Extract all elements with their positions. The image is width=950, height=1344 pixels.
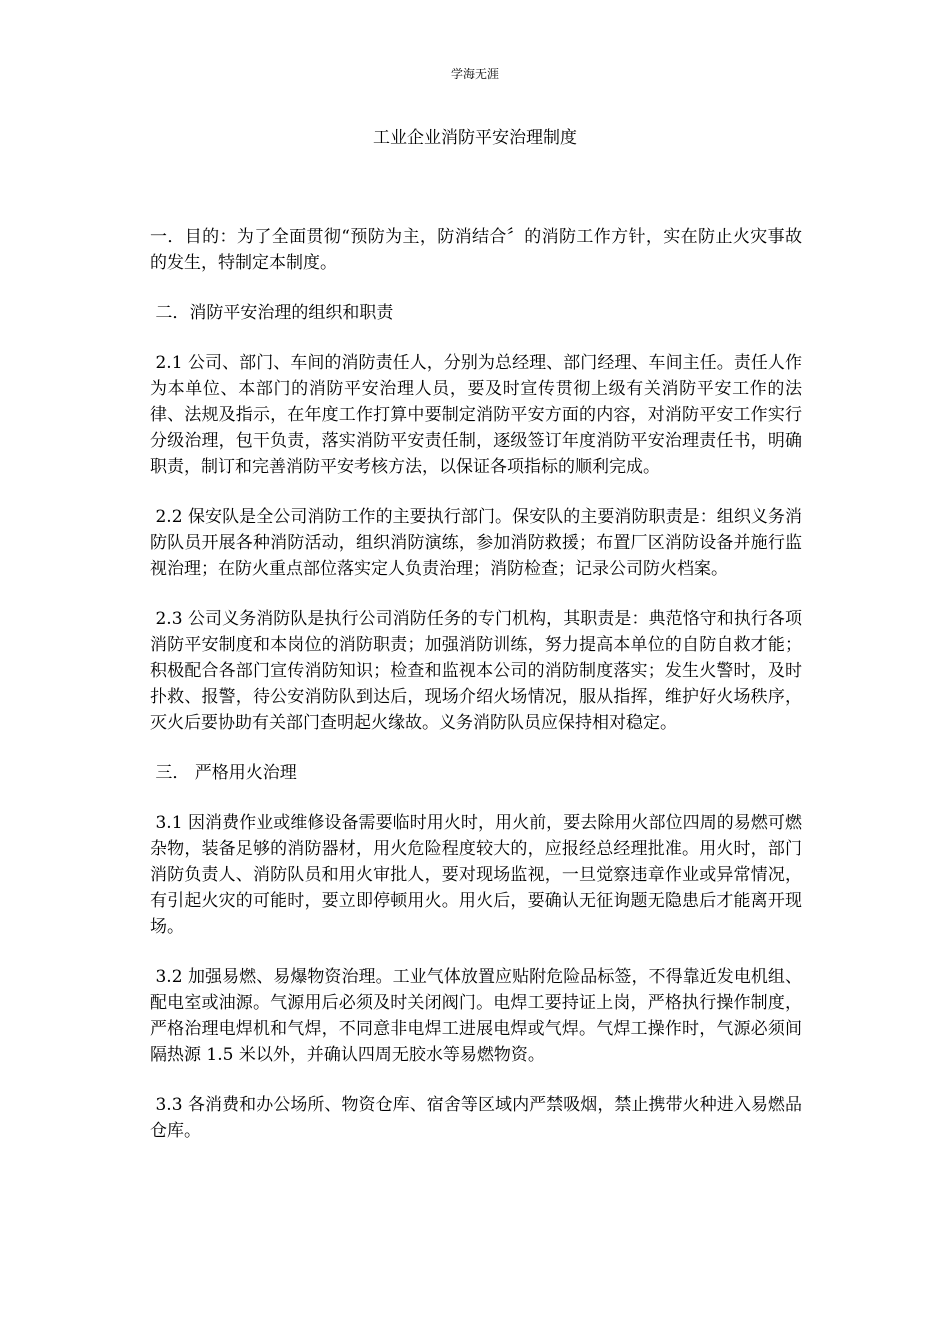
section-heading-2: 二．消防平安治理的组织和职责 bbox=[150, 303, 394, 323]
paragraph-2-2: 2.2 保安队是全公司消防工作的主要执行部门。保安队的主要消防职责是：组织义务消防队员开展各种消防活动，组织消防演练，参加消防救援；布置厂区消防设备并施行监视治理；在防火重点部位落实定人负责治理；消防检查；记录公司防火档案。 bbox=[150, 507, 802, 579]
paragraph-2-3: 2.3 公司义务消防队是执行公司消防任务的专门机构，其职责是：典范恪守和执行各项消防平安制度和本岗位的消防职责；加强消防训练，努力提高本单位的自防自救才能；积极配合各部门宣传消防知识；检查和监视本公司的消防制度落实；发生火警时，及时扑救、报警，待公安消防队到达后，现场介绍火场情况，服从指挥，维护好火场秩序，灭火后要协助有关部门查明起火缘故。义务消防队员应保持相对稳定。 bbox=[150, 609, 802, 733]
document-title: 工业企业消防平安治理制度 bbox=[373, 128, 577, 148]
paragraph-3-3: 3.3 各消费和办公场所、物资仓库、宿舍等区域内严禁吸烟，禁止携带火种进入易燃品仓库。 bbox=[150, 1095, 802, 1141]
paragraph-2-1: 2.1 公司、部门、车间的消防责任人，分别为总经理、部门经理、车间主任。责任人作为本单位、本部门的消防平安治理人员，要及时宣传贯彻上级有关消防平安工作的法律、法规及指示，在年度工作打算中要制定消防平安方面的内容，对消防平安工作实行分级治理，包干负责，落实消防平安责任制，逐级签订年度消防平安治理责任书，明确职责，制订和完善消防平安考核方法，以保证各项指标的顺利完成。 bbox=[150, 353, 802, 477]
paragraph-3-2: 3.2 加强易燃、易爆物资治理。工业气体放置应贴附危险品标签，不得靠近发电机组、配电室或油源。气源用后必须及时关闭阀门。电焊工要持证上岗，严格执行操作制度，严格治理电焊机和气焊，不同意非电焊工进展电焊或气焊。气焊工操作时，气源必须间隔热源 1.5 米以外，并确认四周无胶水等易燃物资。 bbox=[150, 967, 802, 1065]
section-heading-3: 三． 严格用火治理 bbox=[150, 763, 297, 783]
paragraph-purpose: 一．目的：为了全面贯彻“预防为主，防消结合〞的消防工作方针，实在防止火灾事故的发生，特制定本制度。 bbox=[150, 227, 802, 273]
page-header: 学海无涯 bbox=[450, 67, 499, 81]
document-body bbox=[150, 224, 802, 1168]
paragraph-3-1: 3.1 因消费作业或维修设备需要临时用火时，用火前，要去除用火部位四周的易燃可燃杂物，装备足够的消防器材，用火危险程度较大的，应报经总经理批准。用火时，部门消防负责人、消防队员和用火审批人，要对现场监视，一旦觉察违章作业或异常情况，有引起火灾的可能时，要立即停顿用火。用火后，要确认无征询题无隐患后才能离开现场。 bbox=[150, 813, 802, 937]
